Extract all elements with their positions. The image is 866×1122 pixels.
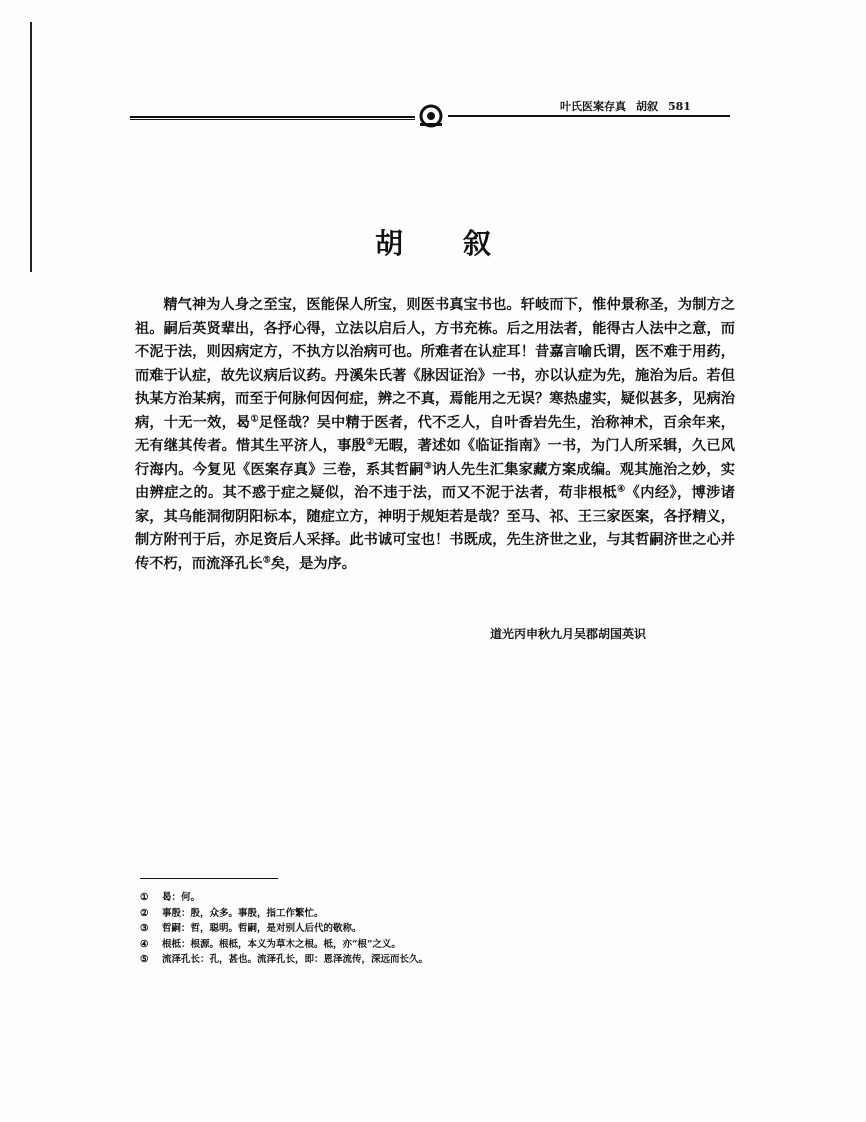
preface-body xyxy=(135,294,735,576)
footnote-number: ③ xyxy=(140,923,149,935)
footnote-number: ① xyxy=(140,892,149,903)
footnote-item xyxy=(140,937,428,953)
running-header xyxy=(560,98,701,114)
body-seg-4: 讷人先生汇集家藏方案成编。观其施治之妙，实由辨症之的。其不惑于症之疑似，治不违于法，而又不泥于法者，苟非根柢 xyxy=(135,461,735,501)
footnote-number: ⑤ xyxy=(140,954,149,966)
header-rule-right xyxy=(448,115,730,117)
footnote-item xyxy=(140,921,428,937)
signature: 道光丙申秋九月吴郡胡国英识 xyxy=(490,627,647,641)
footnote-divider xyxy=(140,878,278,879)
footnote-item xyxy=(140,890,428,906)
footnote-ref-2: ② xyxy=(365,437,375,448)
footnotes xyxy=(140,890,428,968)
body-seg-2: 足怪哉？吴中精于医者，代不乏人，自叶香岩先生，治称神术，百余年来，无有继其传者。惜其生平济人，事殷 xyxy=(135,414,735,454)
footnote-ref-3: ③ xyxy=(423,460,433,471)
header-rule-left-thin xyxy=(130,119,415,120)
page-title: 胡叙 xyxy=(374,227,551,260)
body-seg-6: 矣，是为序。 xyxy=(270,555,356,572)
body-seg-1: 精气神为人身之至宝，医能保人所宝，则医书真宝书也。轩岐而下，惟仲景称圣，为制方之祖。嗣后英贤辈出，各抒心得，立法以启后人，方书充栋。后之用法者，能得古人法中之意，而不泥于法，则因病定方，不执方以治病可也。所难者在认症耳！昔嘉言喻氏谓，医不难于用药，而难于认症，故先议病后议药。丹溪朱氏著《脉因证治》一书，亦以认症为先，施治为后。若但执某方治某病，而至于何脉何因何症，辨之不真，焉能用之无误？寒热虚实，疑似甚多，见病治病，十无一效，曷 xyxy=(135,297,735,431)
footnote-number: ② xyxy=(140,907,149,919)
footnote-text: 哲嗣：哲，聪明。哲嗣，是对别人后代的敬称。 xyxy=(162,923,362,935)
footnote-text: 根柢：根源。根柢，本义为草木之根。柢，亦“根”之义。 xyxy=(162,938,401,950)
page-header xyxy=(130,98,730,128)
running-book-title: 叶氏医案存真 xyxy=(560,100,626,113)
footnote-ref-5: ⑤ xyxy=(262,554,271,565)
footnote-ref-1: ① xyxy=(250,413,259,424)
footnote-ref-4: ④ xyxy=(617,484,626,495)
page-number: 581 xyxy=(668,100,691,113)
body-seg-3: 无暇，著述如《临证指南》一书，为门人所采辑，久已风行海内。今复见《医案存真》三卷，系其哲嗣 xyxy=(135,438,735,478)
emblem-icon xyxy=(418,103,444,129)
body-seg-5: 《内经》，博涉诸家，其乌能洞彻阴阳标本，随症立方，神明于规矩若是哉？至马、祁、王三家医案，各抒精义，制方附刊于后，亦足资后人采择。此书诚可宝也！书既成，先生济世之业，与其哲嗣济世之心并传不朽，而流泽孔长 xyxy=(135,485,735,572)
footnote-text: 事殷：殷，众多。事殷，指工作繁忙。 xyxy=(162,907,324,919)
footnote-text: 曷：何。 xyxy=(162,892,201,903)
header-rule-left xyxy=(130,116,415,118)
footnote-item xyxy=(140,906,428,922)
footnote-item xyxy=(140,952,428,968)
footnote-text: 流泽孔长：孔，甚也。流泽孔长，即：恩泽流传，深远而长久。 xyxy=(162,954,429,966)
running-section: 胡叙 xyxy=(636,100,658,113)
footnote-number: ④ xyxy=(140,938,149,950)
